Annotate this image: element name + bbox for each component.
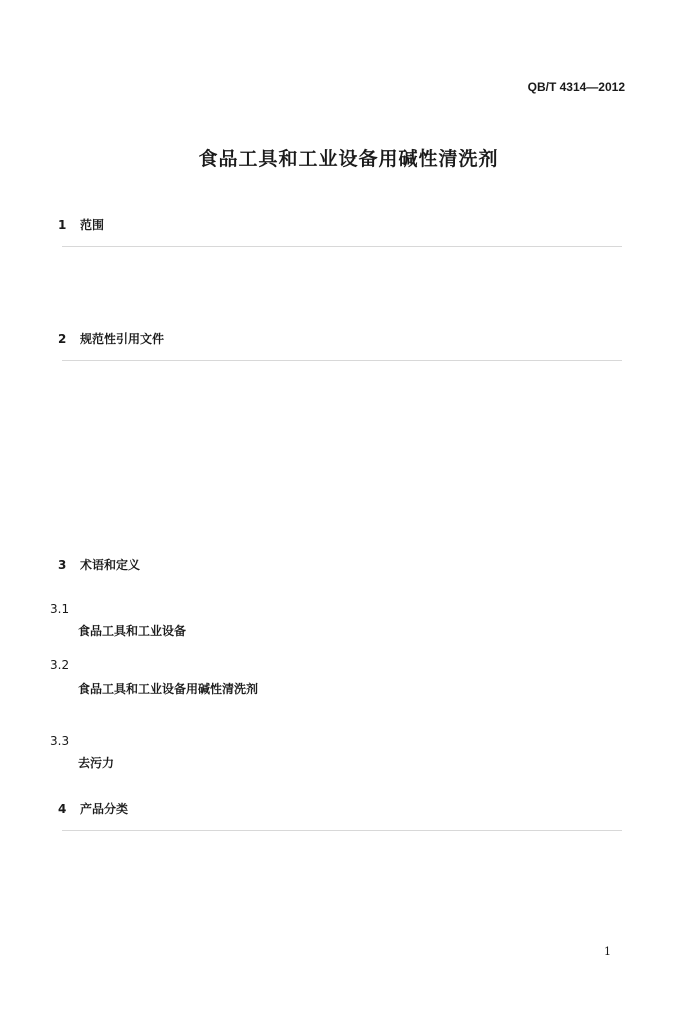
section-number: 3 (58, 558, 67, 572)
standard-code: QB/T 4314—2012 (527, 80, 625, 94)
page-number: 1 (604, 945, 611, 958)
document-title: 食品工具和工业设备用碱性清洗剂 (198, 148, 499, 170)
body-text-block (62, 830, 622, 931)
section-heading (58, 216, 104, 233)
section-number: 1 (58, 218, 67, 232)
section-title: 术语和定义 (80, 558, 141, 572)
subsection-title: 食品工具和工业设备用碱性清洗剂 (78, 682, 259, 696)
section-title: 规范性引用文件 (80, 332, 165, 346)
body-text-block (62, 360, 622, 541)
section-title: 产品分类 (80, 802, 129, 816)
subsection-number: 3.1 (50, 602, 70, 616)
section-heading (58, 800, 128, 817)
body-text-block (62, 246, 622, 307)
subsection-number: 3.3 (50, 734, 70, 748)
section-number: 4 (58, 802, 67, 816)
section-title: 范围 (80, 218, 105, 232)
subsection-title: 去污力 (78, 756, 115, 770)
section-number: 2 (58, 332, 67, 346)
subsection-number: 3.2 (50, 658, 70, 672)
subsection-title: 食品工具和工业设备 (78, 624, 187, 638)
section-heading (58, 556, 140, 573)
section-heading (58, 330, 164, 347)
